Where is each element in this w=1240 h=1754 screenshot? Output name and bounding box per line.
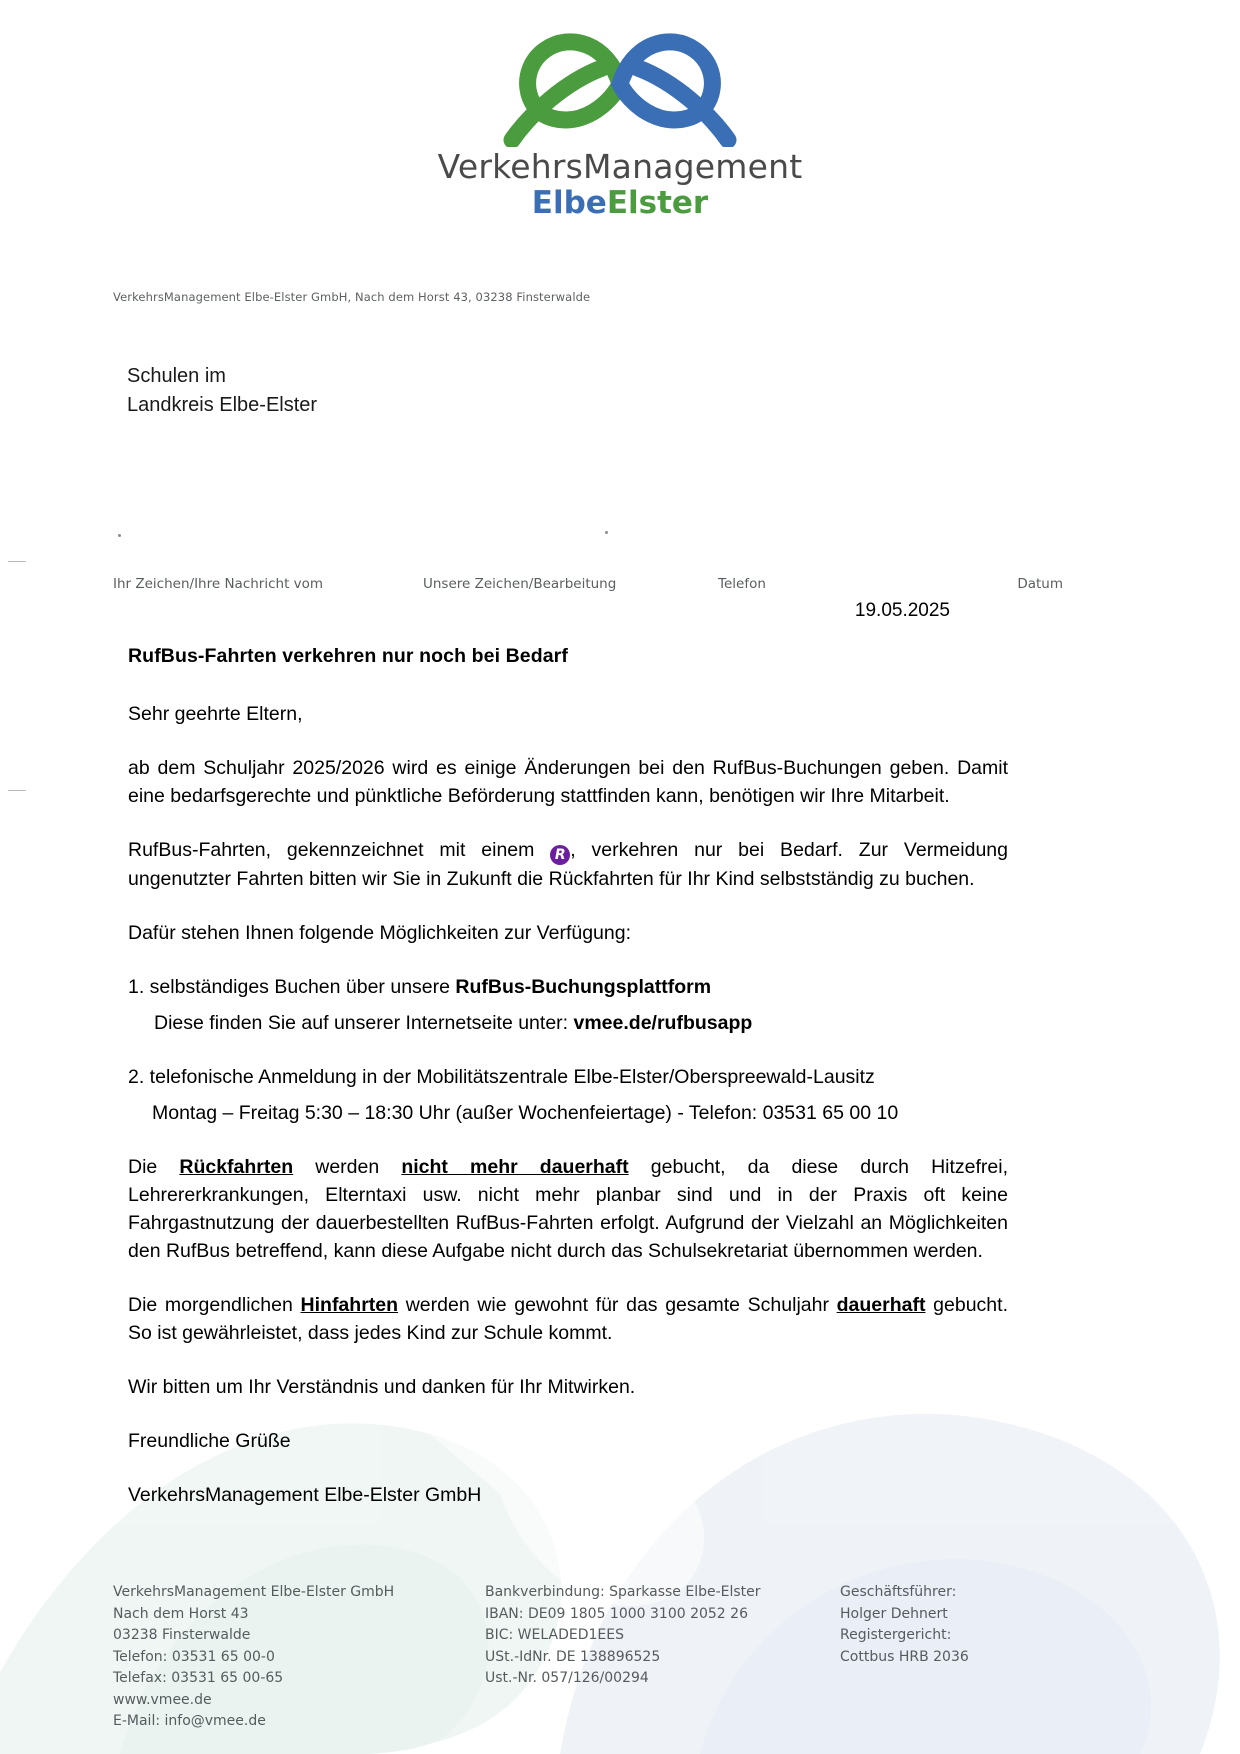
letter-footer: [113, 1582, 1123, 1733]
option-1-subline: [154, 1009, 1008, 1037]
paragraph-rufbus-after: , verkehren nur bei Bedarf. Zur Vermeidung ungenutzter Fahrten bitten wir Sie in Zukunft die Rückfahrten für Ihr Kind selbstständig zu buchen.: [128, 839, 1008, 890]
p5-b: werden wie gewohnt für das gesamte Schuljahr: [398, 1294, 837, 1316]
paragraph-rufbus-before: RufBus-Fahrten, gekennzeichnet mit einem: [128, 839, 551, 861]
letter-salutation: Sehr geehrte Eltern,: [128, 703, 303, 725]
option-2-hours-phone: Montag – Freitag 5:30 – 18:30 Uhr (außer Wochenfeiertage) - Telefon: 03531 65 00 10: [152, 1102, 899, 1124]
recipient-line-2: Landkreis Elbe-Elster: [127, 394, 318, 416]
logo-text-elbeelster: [0, 186, 1240, 222]
footer-city: 03238 Finsterwalde: [113, 1627, 251, 1643]
footer-email: E-Mail: info@vmee.de: [113, 1713, 266, 1729]
paragraph-rueckfahrten: [128, 1153, 1008, 1265]
footer-column-management: [840, 1582, 1110, 1733]
ref-label-telephone: Telefon: [718, 576, 766, 592]
p4-underline-rueckfahrten: Rückfahrten: [179, 1156, 294, 1178]
footer-vat-id: USt.-IdNr. DE 138896525: [485, 1648, 661, 1665]
footer-managing-director-label: Geschäftsführer:: [840, 1584, 957, 1600]
p4-b: werden: [293, 1156, 402, 1178]
option-item-1: [128, 973, 1008, 1001]
footer-bic: BIC: WELADED1EES: [485, 1627, 624, 1643]
infinity-loop-icon: [490, 22, 750, 147]
footer-managing-director-name: Holger Dehnert: [840, 1605, 948, 1622]
fold-mark-upper: [8, 561, 26, 562]
letter-signature: VerkehrsManagement Elbe-Elster GmbH: [128, 1484, 482, 1506]
p5-c: gebucht. So ist gewährleistet, dass jedes Kind zur Schule kommt.: [128, 1294, 1008, 1344]
footer-iban: IBAN: DE09 1805 1000 3100 2052 26: [485, 1605, 748, 1622]
p4-underline-nicht-mehr-dauerhaft: nicht mehr dauerhaft: [401, 1156, 629, 1178]
footer-tax-number: Ust.-Nr. 057/126/00294: [485, 1670, 649, 1686]
p5-underline-hinfahrten: Hinfahrten: [300, 1294, 399, 1316]
paragraph-options-intro: Dafür stehen Ihnen folgende Möglichkeiten zur Verfügung:: [128, 922, 632, 944]
letter-closing: Freundliche Grüße: [128, 1430, 291, 1452]
paragraph-intro: ab dem Schuljahr 2025/2026 wird es einige Änderungen bei den RufBus-Buchungen geben. Damit eine bedarfsgerechte und pünktliche Beförderung stattfinden kann, benötigen wir Ihre Mitarbeit.: [128, 757, 1008, 807]
option-1-text: 1. selbständiges Buchen über unsere: [128, 976, 456, 998]
paragraph-thanks: Wir bitten um Ihr Verständnis und danken für Ihr Mitwirken.: [128, 1376, 636, 1398]
reference-header-row: [113, 576, 1123, 604]
ref-label-our-reference: Unsere Zeichen/Bearbeitung: [423, 576, 617, 592]
rufbus-r-badge-icon: R: [550, 845, 570, 865]
logo-text-verkehrsmanagement: VerkehrsManagement: [437, 147, 803, 186]
sender-address-line: VerkehrsManagement Elbe-Elster GmbH, Nach dem Horst 43, 03238 Finsterwalde: [113, 290, 591, 304]
footer-column-company: [113, 1582, 485, 1733]
fold-mark-lower: [8, 790, 26, 791]
p5-a: Die morgendlichen: [128, 1294, 301, 1316]
logo-text-elbe: Elbe: [531, 185, 607, 222]
p4-c: gebucht, da diese durch Hitzefrei, Lehrererkrankungen, Elterntaxi usw. nicht mehr planbar sind und in der Praxis oft keine Fahrgastnutzung der dauerbestellten RufBus-Fahrten erfolgt. Aufgrund der Vielzahl an Möglichkeiten den RufBus betreffend, kann diese Aufgabe nicht durch das Schulsekretariat übernommen werden.: [128, 1156, 1009, 1262]
option-1-bold: RufBus-Buchungsplattform: [455, 976, 712, 998]
footer-register-court-label: Registergericht:: [840, 1627, 952, 1643]
footer-register-court-value: Cottbus HRB 2036: [840, 1648, 969, 1665]
p5-underline-dauerhaft: dauerhaft: [836, 1294, 926, 1316]
recipient-address: [127, 362, 317, 420]
booking-url: vmee.de/rufbusapp: [573, 1012, 753, 1034]
footer-company-name: VerkehrsManagement Elbe-Elster GmbH: [113, 1584, 395, 1600]
ref-label-date: Datum: [1017, 576, 1063, 592]
footer-telefax: Telefax: 03531 65 00-65: [113, 1670, 284, 1686]
footer-street: Nach dem Horst 43: [113, 1605, 249, 1622]
recipient-line-1: Schulen im: [127, 365, 226, 387]
logo-text-elster: Elster: [606, 185, 709, 222]
option-item-2: 2. telefonische Anmeldung in der Mobilitätszentrale Elbe-Elster/Oberspreewald-Lausitz: [128, 1066, 875, 1088]
letter-subject: RufBus-Fahrten verkehren nur noch bei Bedarf: [128, 645, 568, 667]
letter-date-value: 19.05.2025: [854, 600, 950, 621]
alignment-dot-center: [605, 531, 608, 534]
paragraph-rufbus-symbol: [128, 836, 1008, 893]
option-1-sub-text: Diese finden Sie auf unserer Internetseite unter:: [154, 1012, 574, 1034]
p4-a: Die: [128, 1156, 180, 1178]
company-logo: [0, 22, 1240, 222]
footer-bank-name: Bankverbindung: Sparkasse Elbe-Elster: [485, 1584, 761, 1600]
footer-column-bank: [485, 1582, 840, 1733]
alignment-dot-left: [118, 534, 121, 537]
letter-body: [128, 645, 1008, 1535]
footer-website: www.vmee.de: [113, 1691, 212, 1708]
paragraph-hinfahrten: [128, 1291, 1008, 1347]
ref-label-your-reference: Ihr Zeichen/Ihre Nachricht vom: [113, 576, 324, 592]
footer-telephone: Telefon: 03531 65 00-0: [113, 1648, 275, 1665]
